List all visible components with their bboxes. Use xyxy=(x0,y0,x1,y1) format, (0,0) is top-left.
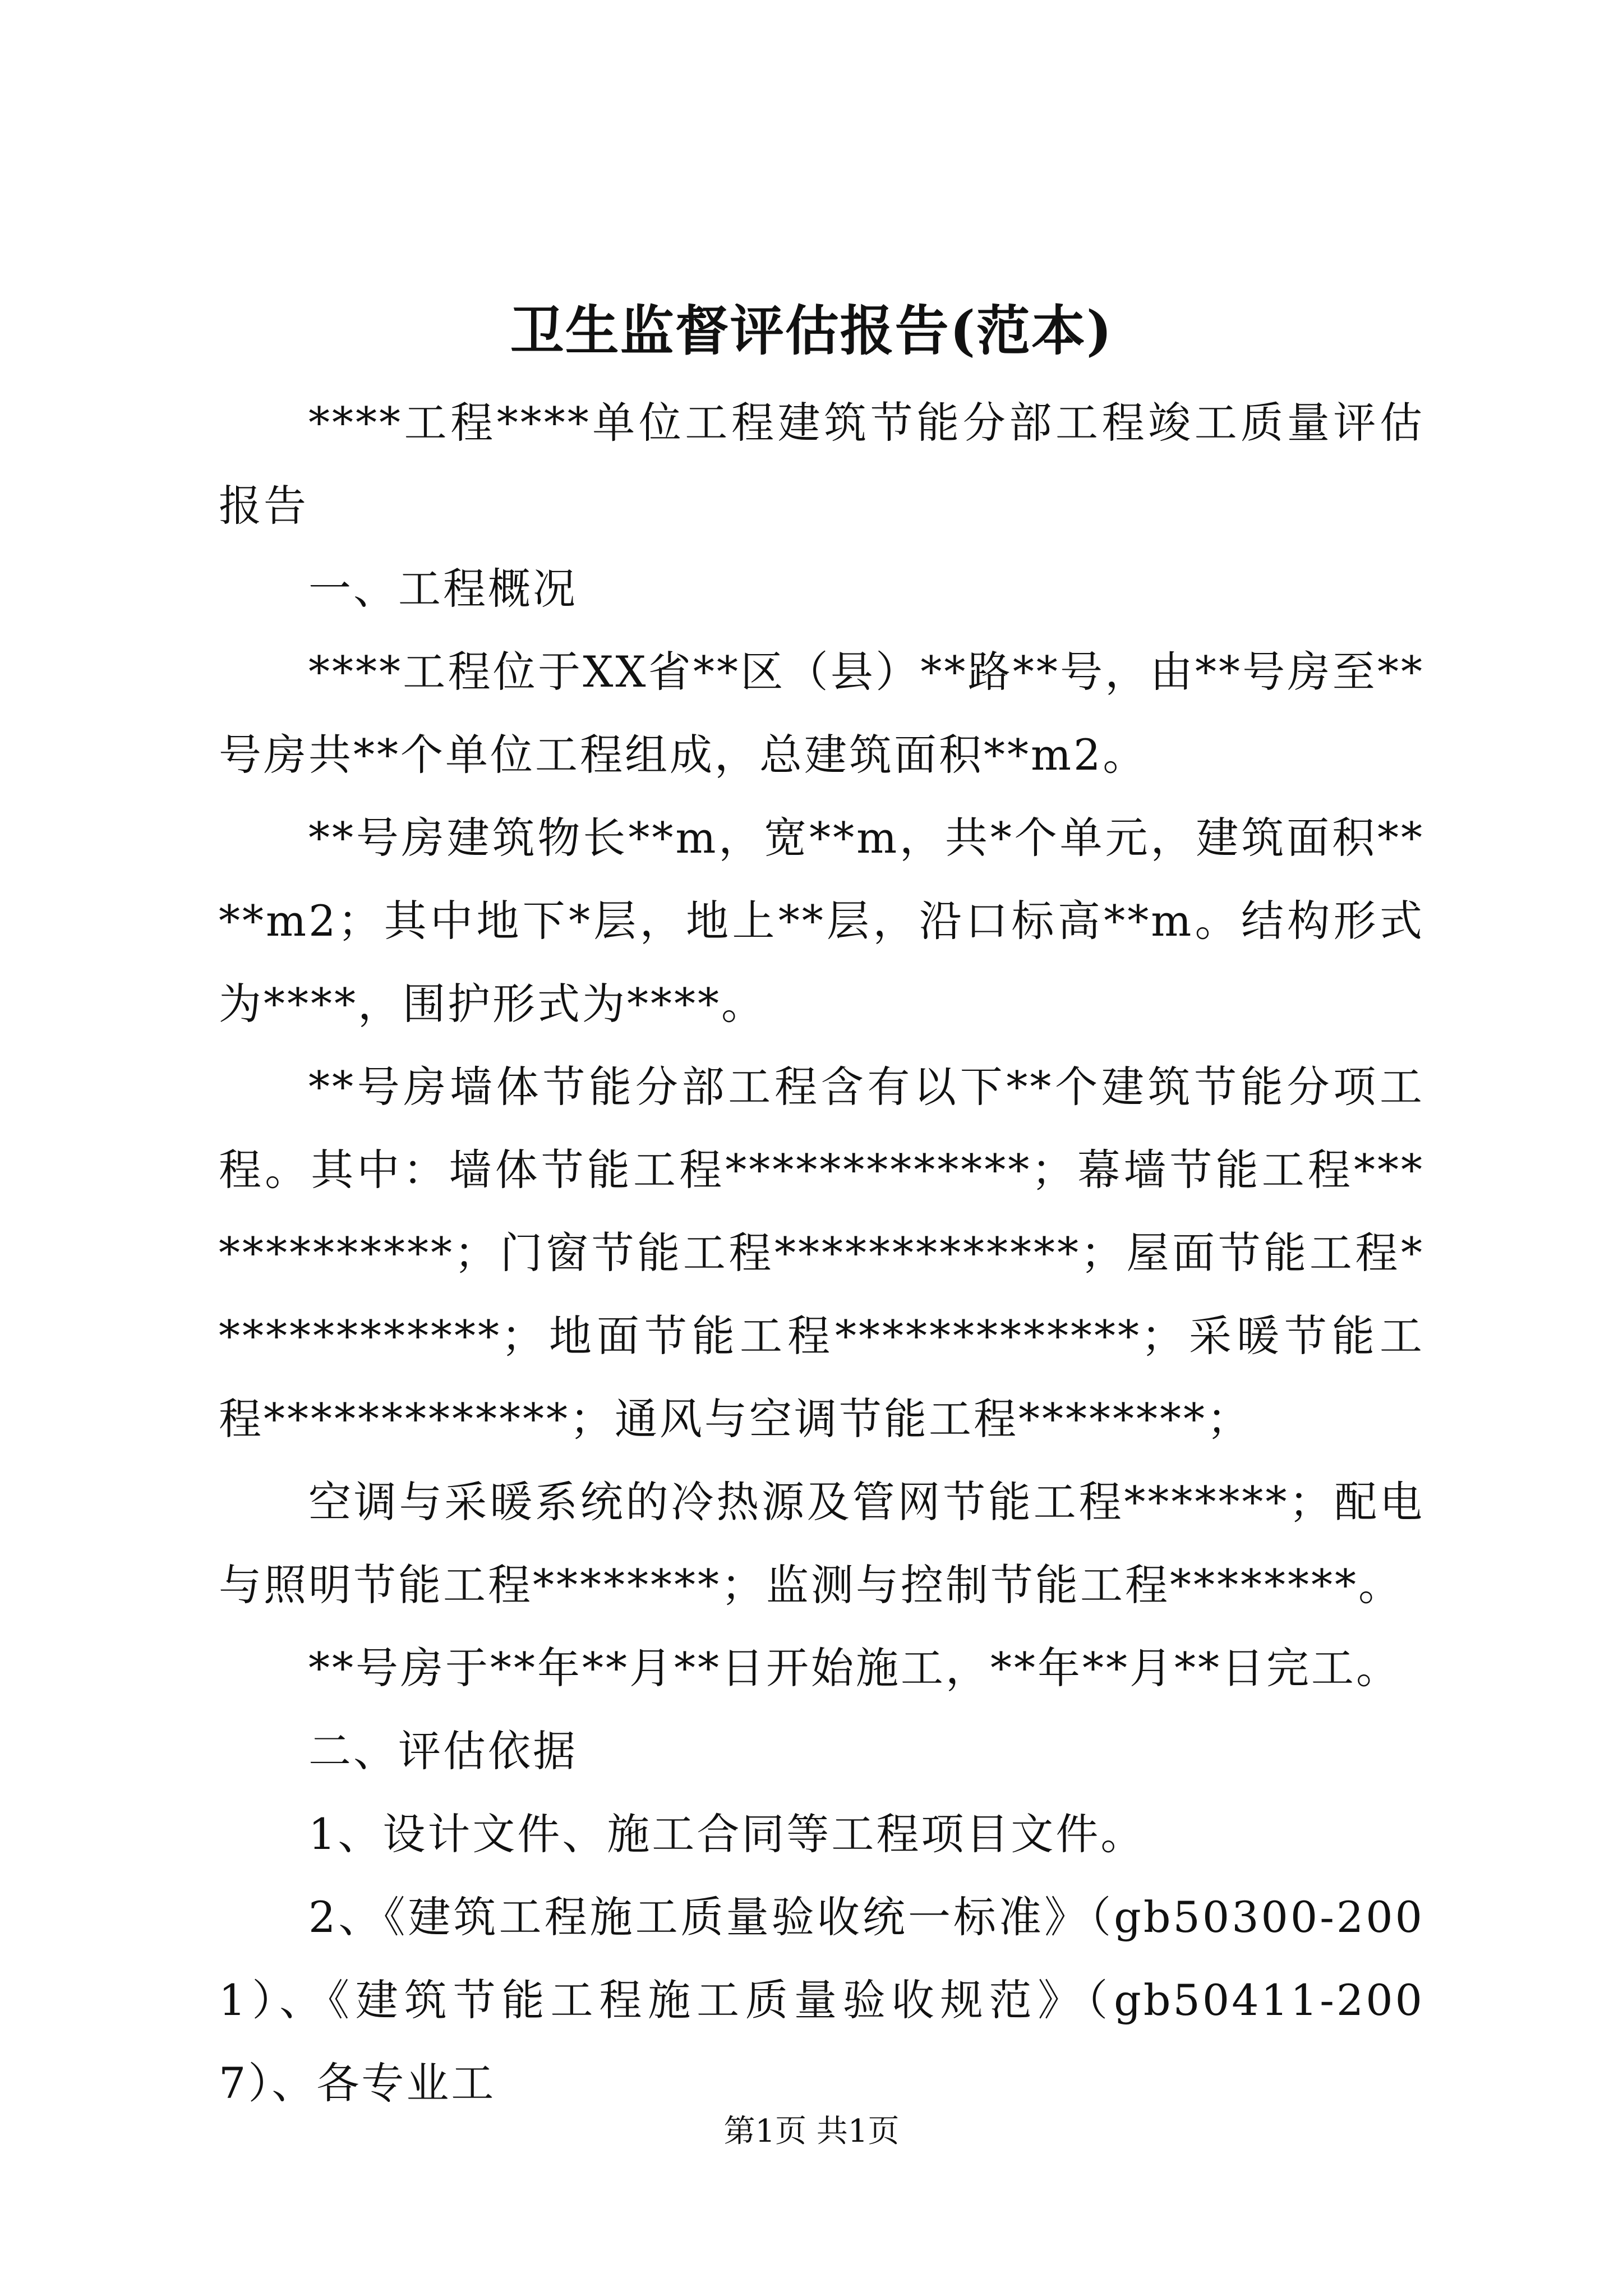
body-paragraph: 2、《建筑工程施工质量验收统一标准》（gb50300-2001）、《建筑节能工程施工质量验收规范》（gb50411-2007）、各专业工 xyxy=(219,1892,1424,2108)
report-heading-paragraph: ****工程****单位工程建筑节能分部工程竣工质量评估报告 xyxy=(219,398,1424,531)
section-heading-basis: 二、评估依据 xyxy=(308,1726,578,1776)
document-body xyxy=(219,381,1424,2125)
body-paragraph: 空调与采暖系统的冷热源及管网节能工程*******；配电与照明节能工程********；监测与控制节能工程********。 xyxy=(219,1477,1424,1610)
body-paragraph: ****工程位于XX省**区（县）**路**号，由**号房至**号房共**个单位工程组成，总建筑面积**m2。 xyxy=(219,647,1424,780)
section-heading-overview: 一、工程概况 xyxy=(308,564,578,614)
body-paragraph: 1、设计文件、施工合同等工程项目文件。 xyxy=(308,1809,1146,1859)
body-paragraph: **号房于**年**月**日开始施工，**年**月**日完工。 xyxy=(308,1643,1401,1693)
document-title: 卫生监督评估报告(范本) xyxy=(510,299,1113,362)
body-paragraph: **号房建筑物长**m，宽**m，共*个单元，建筑面积****m2；其中地下*层，地上**层，沿口标高**m。结构形式为****，围护形式为****。 xyxy=(219,813,1424,1029)
page-footer: 第1页 共1页 xyxy=(723,2113,900,2150)
body-paragraph: **号房墙体节能分部工程含有以下**个建筑节能分项工程。其中：墙体节能工程*************；幕墙节能工程*************；门窗节能工程*************；屋面节能工程*************；地面节能工程*************；采暖节能工程*************；通风与空调节能工程********； xyxy=(219,1062,1424,1444)
